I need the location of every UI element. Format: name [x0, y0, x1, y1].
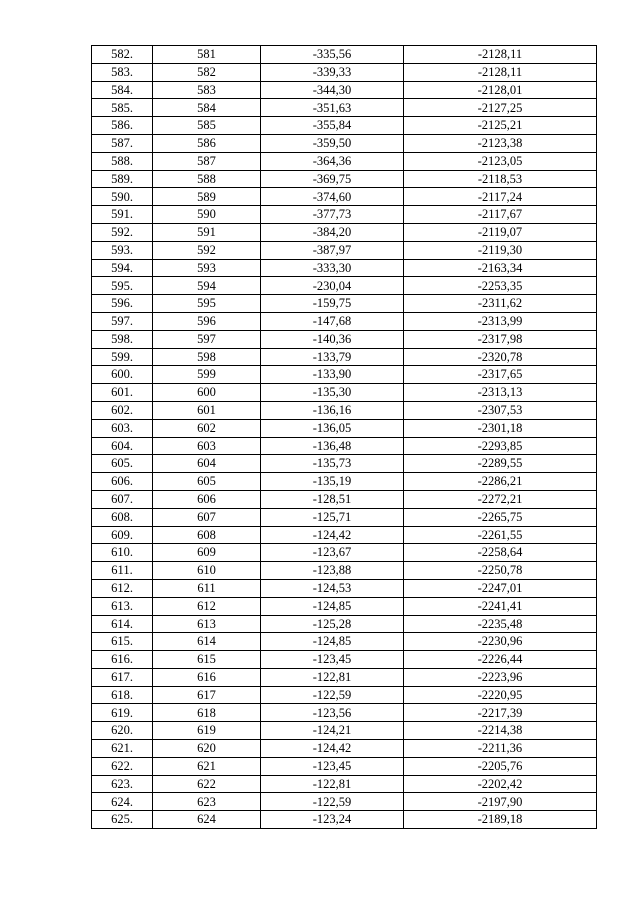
y-value-cell: -2317,98 — [404, 330, 597, 348]
x-value-cell: -124,85 — [261, 633, 404, 651]
table-row — [92, 597, 597, 615]
table-row — [92, 206, 597, 224]
y-value-cell: -2311,62 — [404, 295, 597, 313]
row-number-cell: 582. — [92, 46, 153, 64]
table-row — [92, 277, 597, 295]
row-number-cell: 599. — [92, 348, 153, 366]
row-number-cell: 603. — [92, 419, 153, 437]
table-row — [92, 259, 597, 277]
x-value-cell: -384,20 — [261, 223, 404, 241]
row-number-cell: 596. — [92, 295, 153, 313]
point-index-cell: 607 — [153, 508, 261, 526]
x-value-cell: -123,24 — [261, 811, 404, 829]
y-value-cell: -2117,24 — [404, 188, 597, 206]
y-value-cell: -2272,21 — [404, 490, 597, 508]
table-row — [92, 615, 597, 633]
table-row — [92, 526, 597, 544]
point-index-cell: 622 — [153, 775, 261, 793]
row-number-cell: 601. — [92, 384, 153, 402]
point-index-cell: 615 — [153, 651, 261, 669]
table-row — [92, 455, 597, 473]
row-number-cell: 621. — [92, 740, 153, 758]
x-value-cell: -122,81 — [261, 668, 404, 686]
row-number-cell: 622. — [92, 757, 153, 775]
row-number-cell: 613. — [92, 597, 153, 615]
y-value-cell: -2220,95 — [404, 686, 597, 704]
point-index-cell: 602 — [153, 419, 261, 437]
point-index-cell: 595 — [153, 295, 261, 313]
table-row — [92, 473, 597, 491]
y-value-cell: -2128,01 — [404, 81, 597, 99]
table-row — [92, 562, 597, 580]
table-row — [92, 330, 597, 348]
point-index-cell: 612 — [153, 597, 261, 615]
y-value-cell: -2202,42 — [404, 775, 597, 793]
y-value-cell: -2119,07 — [404, 223, 597, 241]
x-value-cell: -122,81 — [261, 775, 404, 793]
row-number-cell: 609. — [92, 526, 153, 544]
row-number-cell: 606. — [92, 473, 153, 491]
table-row — [92, 633, 597, 651]
x-value-cell: -359,50 — [261, 134, 404, 152]
x-value-cell: -355,84 — [261, 117, 404, 135]
point-index-cell: 597 — [153, 330, 261, 348]
table-row — [92, 170, 597, 188]
row-number-cell: 583. — [92, 63, 153, 81]
y-value-cell: -2117,67 — [404, 206, 597, 224]
table-row — [92, 117, 597, 135]
x-value-cell: -133,79 — [261, 348, 404, 366]
x-value-cell: -135,19 — [261, 473, 404, 491]
x-value-cell: -333,30 — [261, 259, 404, 277]
x-value-cell: -147,68 — [261, 312, 404, 330]
y-value-cell: -2223,96 — [404, 668, 597, 686]
y-value-cell: -2205,76 — [404, 757, 597, 775]
table-row — [92, 651, 597, 669]
y-value-cell: -2301,18 — [404, 419, 597, 437]
y-value-cell: -2217,39 — [404, 704, 597, 722]
table-row — [92, 419, 597, 437]
row-number-cell: 604. — [92, 437, 153, 455]
point-index-cell: 614 — [153, 633, 261, 651]
point-index-cell: 590 — [153, 206, 261, 224]
y-value-cell: -2286,21 — [404, 473, 597, 491]
table-row — [92, 384, 597, 402]
x-value-cell: -135,73 — [261, 455, 404, 473]
point-index-cell: 608 — [153, 526, 261, 544]
x-value-cell: -122,59 — [261, 793, 404, 811]
point-index-cell: 587 — [153, 152, 261, 170]
x-value-cell: -124,85 — [261, 597, 404, 615]
row-number-cell: 611. — [92, 562, 153, 580]
row-number-cell: 594. — [92, 259, 153, 277]
x-value-cell: -339,33 — [261, 63, 404, 81]
point-index-cell: 613 — [153, 615, 261, 633]
point-index-cell: 598 — [153, 348, 261, 366]
y-value-cell: -2313,99 — [404, 312, 597, 330]
point-index-cell: 624 — [153, 811, 261, 829]
row-number-cell: 597. — [92, 312, 153, 330]
y-value-cell: -2313,13 — [404, 384, 597, 402]
x-value-cell: -387,97 — [261, 241, 404, 259]
row-number-cell: 615. — [92, 633, 153, 651]
point-index-cell: 606 — [153, 490, 261, 508]
point-index-cell: 611 — [153, 579, 261, 597]
table-row — [92, 241, 597, 259]
point-index-cell: 616 — [153, 668, 261, 686]
point-index-cell: 582 — [153, 63, 261, 81]
y-value-cell: -2261,55 — [404, 526, 597, 544]
table-row — [92, 544, 597, 562]
y-value-cell: -2214,38 — [404, 722, 597, 740]
x-value-cell: -125,71 — [261, 508, 404, 526]
y-value-cell: -2118,53 — [404, 170, 597, 188]
x-value-cell: -123,88 — [261, 562, 404, 580]
x-value-cell: -136,16 — [261, 401, 404, 419]
row-number-cell: 617. — [92, 668, 153, 686]
point-index-cell: 623 — [153, 793, 261, 811]
y-value-cell: -2230,96 — [404, 633, 597, 651]
x-value-cell: -159,75 — [261, 295, 404, 313]
y-value-cell: -2250,78 — [404, 562, 597, 580]
y-value-cell: -2265,75 — [404, 508, 597, 526]
y-value-cell: -2241,41 — [404, 597, 597, 615]
row-number-cell: 607. — [92, 490, 153, 508]
table-row — [92, 704, 597, 722]
y-value-cell: -2226,44 — [404, 651, 597, 669]
table-row — [92, 81, 597, 99]
x-value-cell: -133,90 — [261, 366, 404, 384]
y-value-cell: -2125,21 — [404, 117, 597, 135]
row-number-cell: 612. — [92, 579, 153, 597]
x-value-cell: -124,42 — [261, 740, 404, 758]
row-number-cell: 614. — [92, 615, 153, 633]
point-index-cell: 588 — [153, 170, 261, 188]
y-value-cell: -2197,90 — [404, 793, 597, 811]
x-value-cell: -369,75 — [261, 170, 404, 188]
x-value-cell: -135,30 — [261, 384, 404, 402]
x-value-cell: -123,56 — [261, 704, 404, 722]
table-row — [92, 348, 597, 366]
x-value-cell: -351,63 — [261, 99, 404, 117]
point-index-cell: 621 — [153, 757, 261, 775]
table-row — [92, 668, 597, 686]
point-index-cell: 603 — [153, 437, 261, 455]
row-number-cell: 600. — [92, 366, 153, 384]
row-number-cell: 624. — [92, 793, 153, 811]
y-value-cell: -2119,30 — [404, 241, 597, 259]
x-value-cell: -374,60 — [261, 188, 404, 206]
y-value-cell: -2235,48 — [404, 615, 597, 633]
row-number-cell: 586. — [92, 117, 153, 135]
row-number-cell: 616. — [92, 651, 153, 669]
table-row — [92, 46, 597, 64]
x-value-cell: -230,04 — [261, 277, 404, 295]
x-value-cell: -377,73 — [261, 206, 404, 224]
y-value-cell: -2127,25 — [404, 99, 597, 117]
point-index-cell: 609 — [153, 544, 261, 562]
point-index-cell: 619 — [153, 722, 261, 740]
row-number-cell: 598. — [92, 330, 153, 348]
row-number-cell: 625. — [92, 811, 153, 829]
table-row — [92, 722, 597, 740]
table-row — [92, 188, 597, 206]
point-index-cell: 600 — [153, 384, 261, 402]
point-index-cell: 610 — [153, 562, 261, 580]
y-value-cell: -2123,38 — [404, 134, 597, 152]
table-row — [92, 579, 597, 597]
row-number-cell: 602. — [92, 401, 153, 419]
point-index-cell: 592 — [153, 241, 261, 259]
table-row — [92, 99, 597, 117]
row-number-cell: 610. — [92, 544, 153, 562]
table-body — [92, 46, 597, 829]
row-number-cell: 584. — [92, 81, 153, 99]
y-value-cell: -2289,55 — [404, 455, 597, 473]
point-index-cell: 583 — [153, 81, 261, 99]
table-row — [92, 757, 597, 775]
x-value-cell: -124,21 — [261, 722, 404, 740]
coordinates-table — [91, 45, 597, 829]
point-index-cell: 584 — [153, 99, 261, 117]
y-value-cell: -2247,01 — [404, 579, 597, 597]
y-value-cell: -2128,11 — [404, 46, 597, 64]
table-row — [92, 811, 597, 829]
row-number-cell: 618. — [92, 686, 153, 704]
point-index-cell: 617 — [153, 686, 261, 704]
table-row — [92, 366, 597, 384]
y-value-cell: -2189,18 — [404, 811, 597, 829]
table-row — [92, 686, 597, 704]
x-value-cell: -123,45 — [261, 651, 404, 669]
table-row — [92, 437, 597, 455]
x-value-cell: -125,28 — [261, 615, 404, 633]
table-row — [92, 490, 597, 508]
y-value-cell: -2123,05 — [404, 152, 597, 170]
table-row — [92, 740, 597, 758]
point-index-cell: 601 — [153, 401, 261, 419]
point-index-cell: 599 — [153, 366, 261, 384]
point-index-cell: 596 — [153, 312, 261, 330]
row-number-cell: 592. — [92, 223, 153, 241]
x-value-cell: -364,36 — [261, 152, 404, 170]
row-number-cell: 593. — [92, 241, 153, 259]
y-value-cell: -2253,35 — [404, 277, 597, 295]
y-value-cell: -2320,78 — [404, 348, 597, 366]
row-number-cell: 619. — [92, 704, 153, 722]
table-row — [92, 152, 597, 170]
x-value-cell: -344,30 — [261, 81, 404, 99]
y-value-cell: -2293,85 — [404, 437, 597, 455]
x-value-cell: -123,67 — [261, 544, 404, 562]
point-index-cell: 581 — [153, 46, 261, 64]
row-number-cell: 587. — [92, 134, 153, 152]
point-index-cell: 605 — [153, 473, 261, 491]
x-value-cell: -124,42 — [261, 526, 404, 544]
y-value-cell: -2258,64 — [404, 544, 597, 562]
row-number-cell: 605. — [92, 455, 153, 473]
row-number-cell: 608. — [92, 508, 153, 526]
point-index-cell: 604 — [153, 455, 261, 473]
x-value-cell: -128,51 — [261, 490, 404, 508]
table-row — [92, 134, 597, 152]
table-row — [92, 312, 597, 330]
row-number-cell: 623. — [92, 775, 153, 793]
point-index-cell: 593 — [153, 259, 261, 277]
point-index-cell: 586 — [153, 134, 261, 152]
point-index-cell: 594 — [153, 277, 261, 295]
table-row — [92, 508, 597, 526]
x-value-cell: -136,05 — [261, 419, 404, 437]
y-value-cell: -2307,53 — [404, 401, 597, 419]
row-number-cell: 590. — [92, 188, 153, 206]
row-number-cell: 620. — [92, 722, 153, 740]
row-number-cell: 588. — [92, 152, 153, 170]
row-number-cell: 589. — [92, 170, 153, 188]
x-value-cell: -122,59 — [261, 686, 404, 704]
table-row — [92, 775, 597, 793]
row-number-cell: 591. — [92, 206, 153, 224]
point-index-cell: 585 — [153, 117, 261, 135]
x-value-cell: -335,56 — [261, 46, 404, 64]
y-value-cell: -2317,65 — [404, 366, 597, 384]
y-value-cell: -2211,36 — [404, 740, 597, 758]
x-value-cell: -136,48 — [261, 437, 404, 455]
y-value-cell: -2163,34 — [404, 259, 597, 277]
y-value-cell: -2128,11 — [404, 63, 597, 81]
x-value-cell: -140,36 — [261, 330, 404, 348]
point-index-cell: 620 — [153, 740, 261, 758]
table-row — [92, 295, 597, 313]
table-row — [92, 793, 597, 811]
row-number-cell: 585. — [92, 99, 153, 117]
x-value-cell: -123,45 — [261, 757, 404, 775]
point-index-cell: 589 — [153, 188, 261, 206]
row-number-cell: 595. — [92, 277, 153, 295]
point-index-cell: 618 — [153, 704, 261, 722]
point-index-cell: 591 — [153, 223, 261, 241]
table-row — [92, 63, 597, 81]
table-row — [92, 223, 597, 241]
table-row — [92, 401, 597, 419]
x-value-cell: -124,53 — [261, 579, 404, 597]
